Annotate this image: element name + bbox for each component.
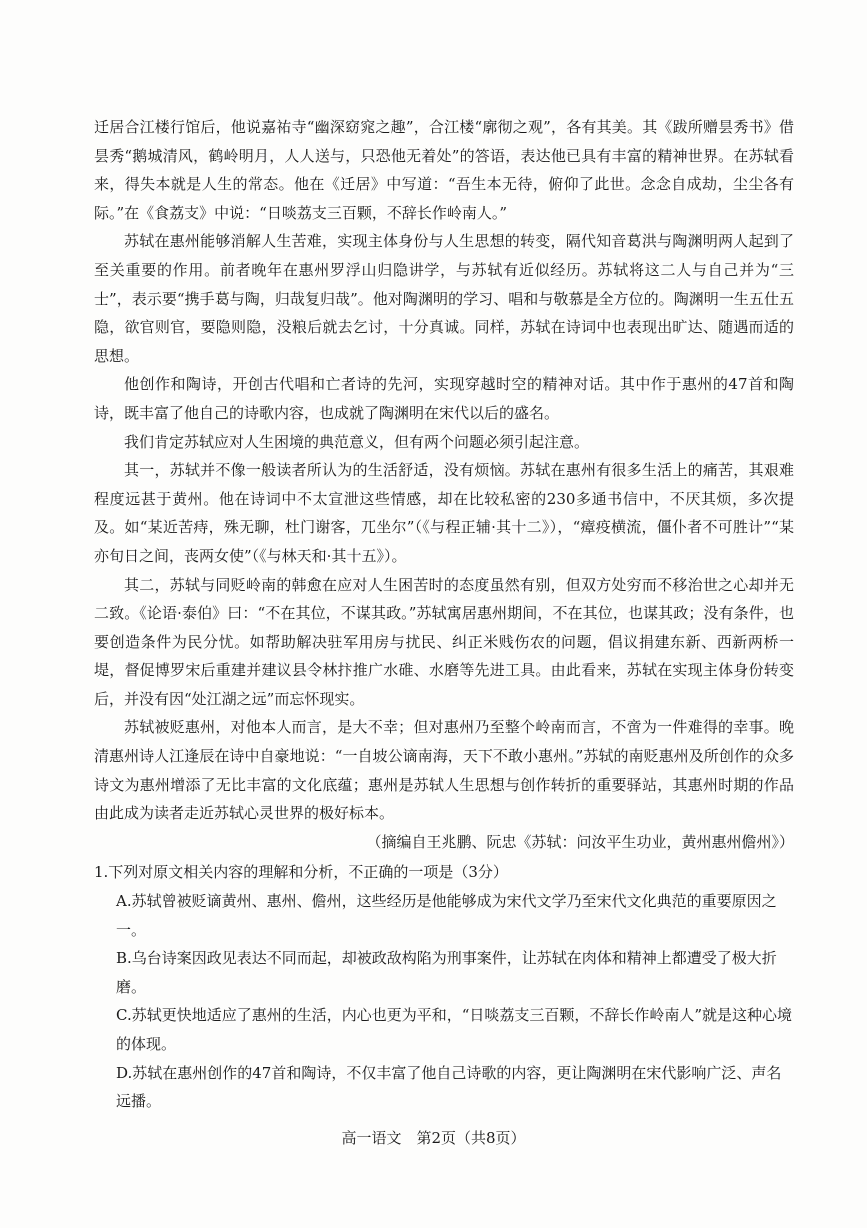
question-stem: 1.下列对原文相关内容的理解和分析，不正确的一项是（3分）	[94, 863, 508, 882]
paragraph-6: 其二，苏轼与同贬岭南的韩愈在应对人生困苦时的态度虽然有别，但双方处穷而不移治世之心却并无二致。《论语·泰伯》曰：“不在其位，不谋其政。”苏轼寓居惠州期间，不在其位，也谋其政；没有条件，也要创造条件为民分忧。如帮助解决驻军用房与扰民、纠正米贱伤农的问题，倡议捐建东新、西新两桥一堤，督促博罗宋后重建并建议县令林抃推广水碓、水磨等先进工具。由此看来，苏轼在实现主体身份转变后，并没有因“处江湖之远”而忘怀现实。	[94, 575, 794, 708]
source-citation: （摘编自王兆鹏、阮忠《苏轼：问汝平生功业，黄州惠州儋州》）	[366, 832, 794, 851]
paragraph-2: 苏轼在惠州能够消解人生苦难，实现主体身份与人生思想的转变，隔代知音葛洪与陶渊明两人起到了至关重要的作用。前者晚年在惠州罗浮山归隐讲学，与苏轼有近似经历。苏轼将这二人与自己并为“三士”，表示要“携手葛与陶，归哉复归哉”。他对陶渊明的学习、唱和与敬慕是全方位的。陶渊明一生五仕五隐，欲官则官，要隐则隐，没粮后就去乞讨，十分真诚。同样，苏轼在诗词中也表现出旷达、随遇而适的思想。	[94, 232, 794, 365]
page-footer: 高一语文 第2页（共8页）	[341, 1129, 526, 1147]
option-d: D.苏轼在惠州创作的47首和陶诗，不仅丰富了他自己诗歌的内容，更让陶渊明在宋代影响广泛、声名远播。	[116, 1063, 782, 1111]
question-1	[94, 858, 794, 1115]
reading-passage	[94, 113, 794, 1116]
paragraph-5: 其一，苏轼并不像一般读者所认为的生活舒适，没有烦恼。苏轼在惠州有很多生活上的痛苦，其艰难程度远甚于黄州。他在诗词中不太宣泄这些情感，却在比较私密的230多通书信中，不厌其烦，多次提及。如“某近苦痔，殊无聊，杜门谢客，兀坐尔”（《与程正辅·其十二》），“瘴疫横流，僵仆者不可胜计”“某亦旬日之间，丧两女使”（《与林天和·其十五》）。	[94, 461, 794, 565]
option-a: A.苏轼曾被贬谪黄州、惠州、儋州，这些经历是他能够成为宋代文学乃至宋代文化典范的重要原因之一。	[116, 892, 777, 939]
option-c: C.苏轼更快地适应了惠州的生活，内心也更为平和，“日啖荔支三百颗，不辞长作岭南人”就是这种心境的体现。	[116, 1006, 793, 1053]
option-b: B.乌台诗案因政见表达不同而起，却被政敌构陷为刑事案件，让苏轼在肉体和精神上都遭受了极大折磨。	[116, 949, 777, 996]
paragraph-7: 苏轼被贬惠州，对他本人而言，是大不幸；但对惠州乃至整个岭南而言，不啻为一件难得的幸事。晚清惠州诗人江逢辰在诗中自豪地说：“一自坡公谪南海，天下不敢小惠州。”苏轼的南贬惠州及所创作的众多诗文为惠州增添了无比丰富的文化底蕴；惠州是苏轼人生思想与创作转折的重要驿站，其惠州时期的作品由此成为读者走近苏轼心灵世界的极好标本。	[94, 718, 794, 823]
paragraph-1: 迁居合江楼行馆后，他说嘉祐寺“幽深窈窕之趣”，合江楼“廓彻之观”，各有其美。其《跋所赠昙秀书》借昙秀“鹅城清风，鹤岭明月，人人送与，只恐他无着处”的答语，表达他已具有丰富的精神世界。在苏轼看来，得失本就是人生的常态。他在《迁居》中写道：“吾生本无待，俯仰了此世。念念自成劫，尘尘各有际。”在《食荔支》中说：“日啖荔支三百颗，不辞长作岭南人。”	[94, 118, 794, 222]
paragraph-4: 我们肯定苏轼应对人生困境的典范意义，但有两个问题必须引起注意。	[124, 432, 590, 451]
paragraph-3: 他创作和陶诗，开创古代唱和亡者诗的先河，实现穿越时空的精神对话。其中作于惠州的47首和陶诗，既丰富了他自己的诗歌内容，也成就了陶渊明在宋代以后的盛名。	[94, 375, 794, 422]
